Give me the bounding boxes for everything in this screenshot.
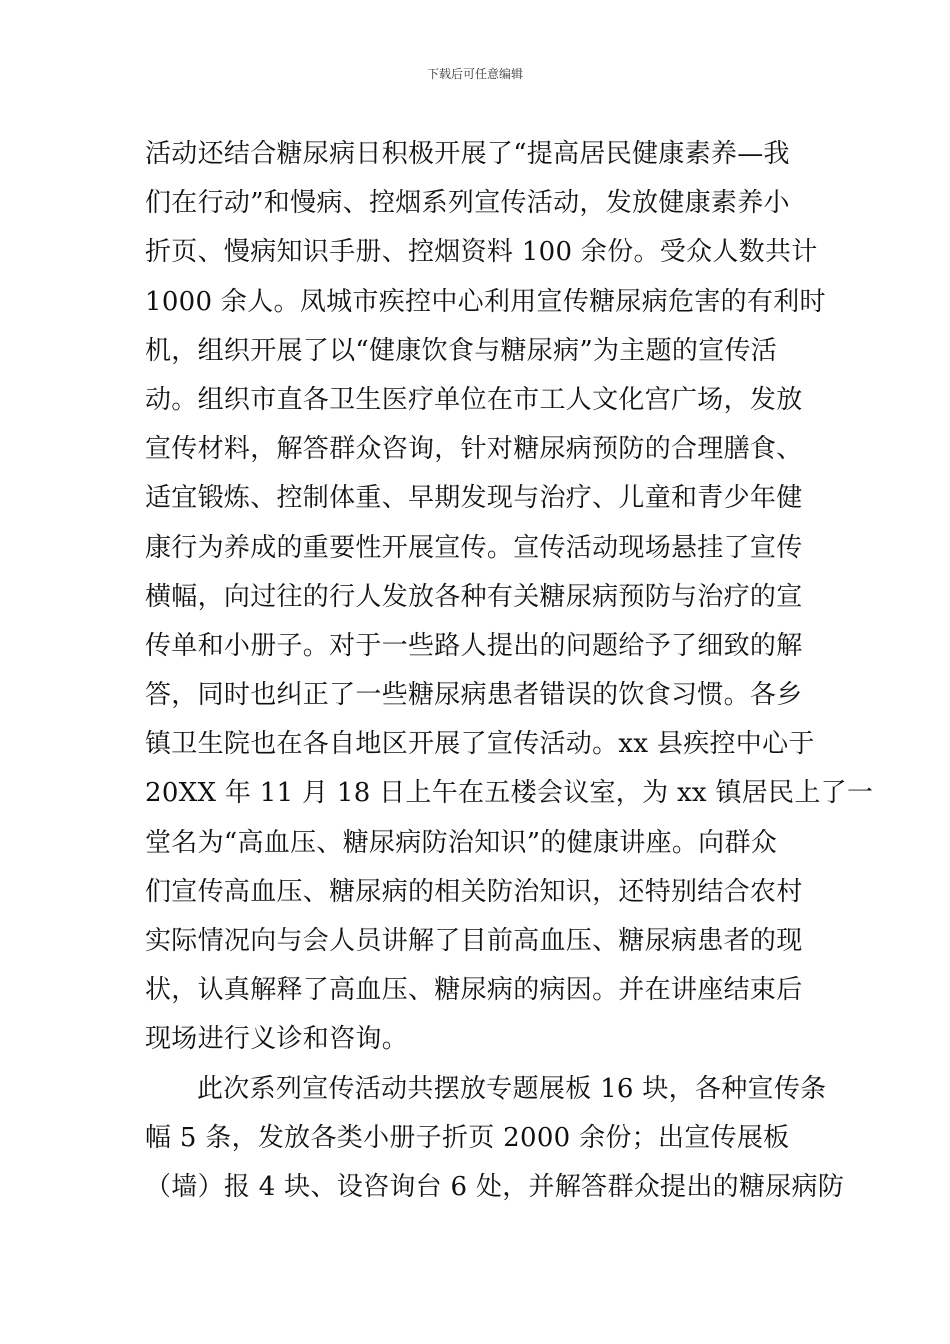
text-line: 20XX 年 11 月 18 日上午在五楼会议室，为 xx 镇居民上了一 — [145, 778, 874, 809]
text-line: 们在行动”和慢病、控烟系列宣传活动，发放健康素养小 — [145, 188, 790, 219]
text-line: 现场进行义诊和咨询。 — [145, 1024, 409, 1055]
text-line: 堂名为“高血压、糖尿病防治知识”的健康讲座。向群众 — [145, 827, 778, 858]
text-line: 康行为养成的重要性开展宣传。宣传活动现场悬挂了宣传 — [145, 532, 803, 563]
text-line: 答，同时也纠正了一些糖尿病患者错误的饮食习惯。各乡 — [145, 680, 803, 711]
document-body — [145, 130, 874, 1212]
text-line: 此次系列宣传活动共摆放专题展板 16 块，各种宣传条 — [197, 1073, 827, 1104]
text-line: 状，认真解释了高血压、糖尿病的病因。并在讲座结束后 — [145, 975, 803, 1006]
text-line: 动。组织市直各卫生医疗单位在市工人文化宫广场，发放 — [145, 384, 803, 415]
text-line: 传单和小册子。对于一些路人提出的问题给予了细致的解 — [145, 630, 803, 661]
text-line: 适宜锻炼、控制体重、早期发现与治疗、儿童和青少年健 — [145, 483, 803, 514]
text-line: 宣传材料，解答群众咨询，针对糖尿病预防的合理膳食、 — [145, 434, 803, 465]
text-line: 横幅，向过往的行人发放各种有关糖尿病预防与治疗的宣 — [145, 581, 803, 612]
text-line: 折页、慢病知识手册、控烟资料 100 余份。受众人数共计 — [145, 237, 818, 268]
text-line: 镇卫生院也在各自地区开展了宣传活动。xx 县疾控中心于 — [145, 729, 815, 760]
text-line: 幅 5 条，发放各类小册子折页 2000 余份；出宣传展板 — [145, 1122, 790, 1153]
text-line: 机，组织开展了以“健康饮食与糖尿病”为主题的宣传活 — [145, 335, 778, 366]
paragraph-1 — [145, 130, 874, 1065]
text-line: 活动还结合糖尿病日积极开展了“提高居民健康素养—我 — [145, 139, 790, 169]
text-line: 1000 余人。凤城市疾控中心利用宣传糖尿病危害的有利时 — [145, 286, 826, 317]
paragraph-2 — [145, 1065, 845, 1213]
text-line: 实际情况向与会人员讲解了目前高血压、糖尿病患者的现 — [145, 926, 803, 956]
page-header-note: 下载后可任意编辑 — [426, 67, 523, 81]
text-line: （墙）报 4 块、设咨询台 6 处，并解答群众提出的糖尿病防 — [145, 1171, 845, 1202]
text-line: 们宣传高血压、糖尿病的相关防治知识，还特别结合农村 — [145, 876, 803, 907]
